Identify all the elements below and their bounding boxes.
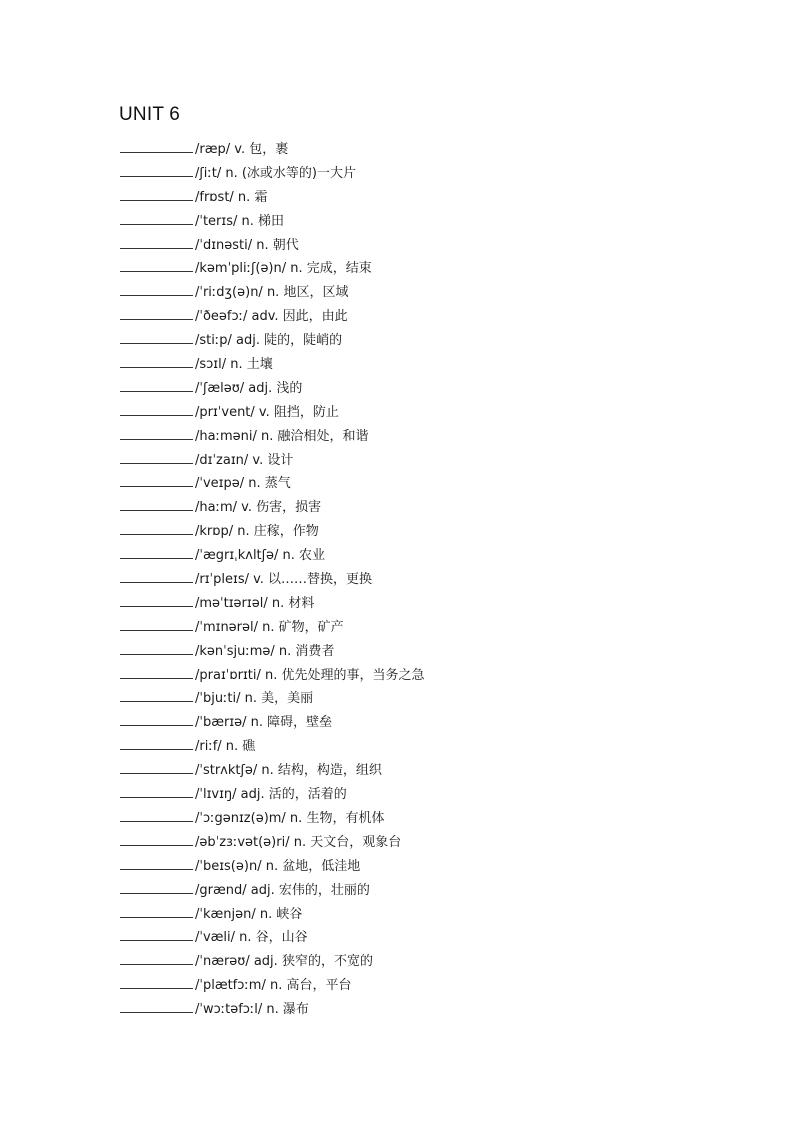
answer-blank[interactable] [120,783,193,798]
vocab-entry [120,664,720,688]
answer-blank[interactable] [120,759,193,774]
entry-definition: /ˈægrɪˌkʌltʃə/ n. 农业 [195,548,326,564]
entry-definition: /ˈnærəʊ/ adj. 狭窄的，不宽的 [195,954,373,970]
vocab-entry [120,210,720,234]
vocab-entry [120,807,720,831]
vocab-entry [120,138,720,162]
entry-definition: /ˈriːdʒ(ə)n/ n. 地区，区域 [195,285,349,301]
vocab-entry [120,998,720,1022]
entry-definition: /ˈɔːgənɪz(ə)m/ n. 生物，有机体 [195,810,385,826]
answer-blank[interactable] [120,257,193,272]
answer-blank[interactable] [120,807,193,822]
vocab-entry [120,257,720,281]
answer-blank[interactable] [120,162,193,177]
entry-definition: /ˈðeəfɔː/ adv. 因此，由此 [195,309,348,325]
answer-blank[interactable] [120,664,193,679]
entry-definition: /ˈʃæləʊ/ adj. 浅的 [195,380,303,396]
vocab-entry [120,974,720,998]
vocab-entry [120,855,720,879]
answer-blank[interactable] [120,879,193,894]
answer-blank[interactable] [120,903,193,918]
vocab-entry [120,401,720,425]
entry-definition: /haːm/ v. 伤害，损害 [195,500,322,516]
vocab-entry [120,329,720,353]
entry-definition: /ˈlɪvɪŋ/ adj. 活的，活着的 [195,787,347,803]
entry-definition: /məˈtɪərɪəl/ n. 材料 [195,595,315,611]
answer-blank[interactable] [120,449,193,464]
entry-definition: /praɪˈɒrɪti/ n. 优先处理的事，当务之急 [195,667,425,683]
answer-blank[interactable] [120,711,193,726]
entry-definition: /ˈkænjən/ n. 峡谷 [195,906,303,922]
vocab-entry [120,735,720,759]
answer-blank[interactable] [120,305,193,320]
vocab-entry [120,234,720,258]
answer-blank[interactable] [120,855,193,870]
entry-definition: /kəmˈpliːʃ(ə)n/ n. 完成，结束 [195,261,372,277]
answer-blank[interactable] [120,926,193,941]
answer-blank[interactable] [120,616,193,631]
vocab-entry [120,592,720,616]
answer-blank[interactable] [120,592,193,607]
answer-blank[interactable] [120,210,193,225]
entry-definition: /riːf/ n. 礁 [195,739,256,755]
entry-definition: /ʃiːt/ n. (冰或水等的)一大片 [195,165,356,181]
entry-definition: /dɪˈzaɪn/ v. 设计 [195,452,294,468]
vocab-entry [120,377,720,401]
vocab-entry [120,759,720,783]
entry-definition: /ˈbjuːti/ n. 美，美丽 [195,691,314,707]
entry-definition: /ˈbeɪs(ə)n/ n. 盆地，低洼地 [195,858,361,874]
answer-blank[interactable] [120,831,193,846]
vocab-entry [120,568,720,592]
vocab-entry [120,950,720,974]
entry-definition: /frɒst/ n. 霜 [195,189,268,205]
answer-blank[interactable] [120,640,193,655]
entry-definition: /ˈbærɪə/ n. 障碍，壁垒 [195,715,333,731]
entry-definition: /rɪˈpleɪs/ v. 以……替换，更换 [195,572,373,588]
entry-definition: /ˈterɪs/ n. 梯田 [195,213,285,229]
vocab-entry [120,425,720,449]
answer-blank[interactable] [120,496,193,511]
vocab-entry [120,520,720,544]
vocab-entry [120,926,720,950]
answer-blank[interactable] [120,472,193,487]
vocab-entry [120,903,720,927]
entry-definition: /grænd/ adj. 宏伟的，壮丽的 [195,882,370,898]
vocab-entry [120,544,720,568]
entry-definition: /ˈvæli/ n. 谷，山谷 [195,930,308,946]
entry-definition: /prɪˈvent/ v. 阻挡，防止 [195,404,339,420]
entry-definition: /ˈstrʌktʃə/ n. 结构，构造，组织 [195,763,382,779]
answer-blank[interactable] [120,544,193,559]
entry-definition: /ˈdɪnəsti/ n. 朝代 [195,237,299,253]
answer-blank[interactable] [120,425,193,440]
answer-blank[interactable] [120,401,193,416]
entry-definition: /krɒp/ n. 庄稼，作物 [195,524,319,540]
vocab-entry [120,186,720,210]
vocab-entry [120,711,720,735]
vocab-entry [120,305,720,329]
vocab-entry [120,281,720,305]
vocab-entry [120,879,720,903]
vocab-entry [120,640,720,664]
vocab-entry [120,449,720,473]
answer-blank[interactable] [120,520,193,535]
entry-definition: /ræp/ v. 包，裹 [195,142,289,157]
entry-definition: /stiːp/ adj. 陡的，陡峭的 [195,333,343,349]
answer-blank[interactable] [120,281,193,296]
vocab-entry [120,353,720,377]
entry-definition: /kənˈsjuːmə/ n. 消费者 [195,643,335,659]
entry-definition: /əbˈzɜːvət(ə)ri/ n. 天文台，观象台 [195,834,402,850]
answer-blank[interactable] [120,687,193,702]
answer-blank[interactable] [120,329,193,344]
entry-definition: /ˈwɔːtəfɔːl/ n. 瀑布 [195,1002,309,1018]
answer-blank[interactable] [120,353,193,368]
vocab-entry [120,687,720,711]
answer-blank[interactable] [120,998,193,1013]
answer-blank[interactable] [120,735,193,750]
answer-blank[interactable] [120,377,193,392]
entry-definition: /sɔɪl/ n. 土壤 [195,357,273,373]
unit-title: UNIT 6 [119,104,181,125]
answer-blank[interactable] [120,186,193,201]
answer-blank[interactable] [120,568,193,583]
entry-definition: /ˈplætfɔːm/ n. 高台，平台 [195,978,352,994]
vocab-entry [120,496,720,520]
answer-blank[interactable] [120,234,193,249]
entry-definition: /ˈveɪpə/ n. 蒸气 [195,476,291,492]
vocabulary-list [120,138,720,1022]
entry-definition: /ˈmɪnərəl/ n. 矿物，矿产 [195,619,344,635]
answer-blank[interactable] [120,974,193,989]
vocab-entry [120,831,720,855]
vocab-entry [120,472,720,496]
answer-blank[interactable] [120,950,193,965]
answer-blank[interactable] [120,138,193,153]
vocab-entry [120,783,720,807]
entry-definition: /haːməni/ n. 融洽相处，和谐 [195,428,369,444]
vocab-entry [120,616,720,640]
vocab-entry [120,162,720,186]
